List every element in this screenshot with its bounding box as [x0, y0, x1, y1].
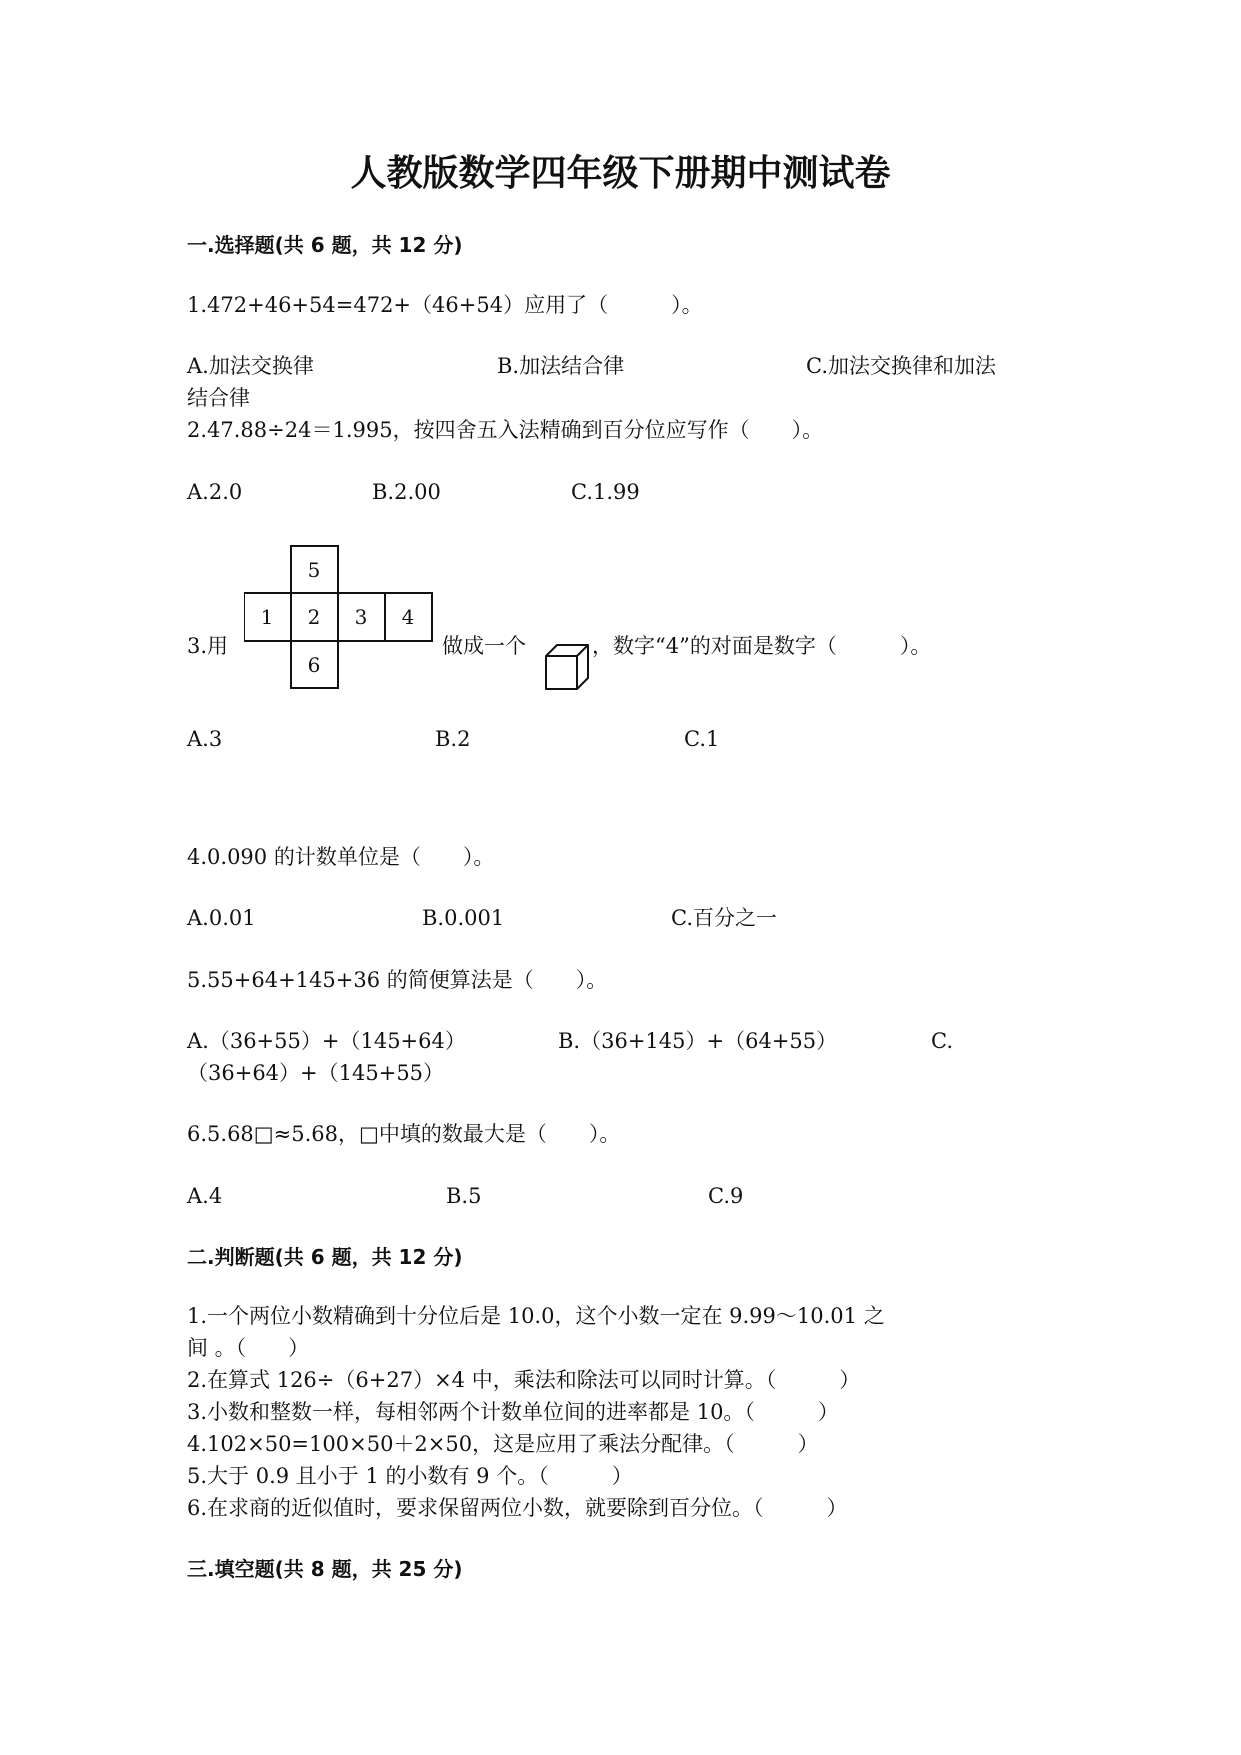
question-stem: 5.55+64+145+36 的简便算法是（ ）。: [187, 968, 608, 992]
cube-net-figure: [244, 545, 438, 690]
judgment-line: 3.小数和整数一样，每相邻两个计数单位间的进率都是 10。（ ）: [187, 1400, 839, 1424]
net-number: 6: [307, 653, 321, 677]
judgment-line: 5.大于 0.9 且小于 1 的小数有 9 个。（ ）: [187, 1464, 633, 1488]
option-c-continued: （36+64）+（145+55）: [187, 1061, 445, 1085]
option-c: C.1.99: [571, 480, 640, 504]
net-number: 3: [354, 605, 368, 629]
net-number: 1: [260, 605, 274, 629]
net-number: 4: [401, 605, 415, 629]
section-heading-judgment: 二.判断题(共 6 题，共 12 分): [187, 1245, 463, 1269]
question-stem: 1.472+46+54=472+（46+54）应用了（ ）。: [187, 293, 703, 317]
judgment-line: 4.102×50=100×50＋2×50，这是应用了乘法分配律。（ ）: [187, 1432, 819, 1456]
option-a: A.0.01: [187, 906, 256, 930]
option-c-continued: 结合律: [187, 386, 250, 410]
option-b: B.（36+145）+（64+55）: [558, 1029, 838, 1053]
question-stem: 2.47.88÷24＝1.995，按四舍五入法精确到百分位应写作（ ）。: [187, 418, 824, 442]
option-c: C.1: [684, 727, 720, 751]
option-b: B.0.001: [422, 906, 505, 930]
judgment-line: 1.一个两位小数精确到十分位后是 10.0，这个小数一定在 9.99～10.01 之: [187, 1304, 885, 1328]
option-b: B.5: [446, 1184, 482, 1208]
judgment-line: 间 。（ ）: [187, 1336, 310, 1360]
option-a: A.2.0: [187, 480, 243, 504]
net-number: 2: [307, 605, 321, 629]
option-b: B.2: [435, 727, 471, 751]
option-a: A.4: [187, 1184, 223, 1208]
option-c: C.百分之一: [671, 906, 777, 930]
cube-figure: [544, 643, 590, 691]
section-heading-fill-blank: 三.填空题(共 8 题，共 25 分): [187, 1557, 463, 1581]
judgment-line: 6.在求商的近似值时，要求保留两位小数，就要除到百分位。（ ）: [187, 1496, 848, 1520]
option-c: C.9: [708, 1184, 744, 1208]
judgment-line: 2.在算式 126÷（6+27）×4 中，乘法和除法可以同时计算。（ ）: [187, 1368, 861, 1392]
question-stem-part: ，数字“4”的对面是数字（ ）。: [592, 634, 932, 658]
section-heading-choice: 一.选择题(共 6 题，共 12 分): [187, 233, 463, 257]
option-a: A.3: [187, 727, 223, 751]
page-title: 人教版数学四年级下册期中测试卷: [350, 153, 891, 194]
option-c: C.加法交换律和加法: [806, 354, 996, 378]
option-b: B.加法结合律: [497, 354, 625, 378]
question-stem: 4.0.090 的计数单位是（ ）。: [187, 845, 495, 869]
option-a: A.（36+55）+（145+64）: [187, 1029, 466, 1053]
question-stem: 6.5.68□≈5.68，□中填的数最大是（ ）。: [187, 1122, 621, 1146]
question-stem-part: 3.用: [187, 634, 229, 658]
net-number: 5: [307, 558, 321, 582]
option-b: B.2.00: [372, 480, 441, 504]
option-a: A.加法交换律: [187, 354, 314, 378]
question-stem-part: 做成一个: [442, 634, 526, 658]
option-c: C.: [931, 1029, 953, 1053]
